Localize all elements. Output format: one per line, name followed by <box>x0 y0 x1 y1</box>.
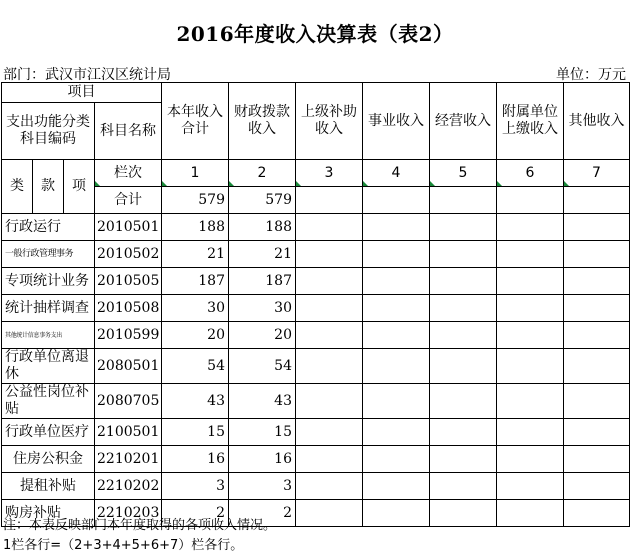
row-c2: 15 <box>229 419 296 446</box>
empty-cell <box>296 446 363 473</box>
row-c1: 54 <box>162 349 229 384</box>
page-title: 2016年度收入决算表（表2） <box>176 22 454 46</box>
empty-cell <box>497 268 564 295</box>
row-name: 住房公积金 <box>2 446 95 473</box>
row-name: 专项统计业务 <box>2 268 95 295</box>
empty-cell <box>430 419 497 446</box>
row-code: 2080501 <box>95 349 162 384</box>
empty-cell <box>564 384 630 419</box>
row-c2: 30 <box>229 295 296 322</box>
row-name: 行政单位离退休 <box>2 349 95 384</box>
row-name: 一般行政管理事务 <box>2 241 95 268</box>
row-code: 2010508 <box>95 295 162 322</box>
row-c1: 21 <box>162 241 229 268</box>
empty-cell <box>296 214 363 241</box>
empty-cell <box>296 322 363 349</box>
row-c1: 16 <box>162 446 229 473</box>
row-c1: 188 <box>162 214 229 241</box>
row-code: 2010501 <box>95 214 162 241</box>
row-c2: 43 <box>229 384 296 419</box>
cell-marker-icon <box>430 181 435 186</box>
empty-cell <box>564 446 630 473</box>
row-code: 2100501 <box>95 419 162 446</box>
col-num-1: 1 <box>162 160 229 187</box>
col-num-7: 7 <box>564 160 630 187</box>
total-c2: 579 <box>229 187 296 214</box>
empty-cell <box>296 268 363 295</box>
total-c7 <box>564 187 630 214</box>
row-c2: 21 <box>229 241 296 268</box>
empty-cell <box>430 349 497 384</box>
row-c2: 16 <box>229 446 296 473</box>
empty-cell <box>296 419 363 446</box>
empty-cell <box>497 384 564 419</box>
empty-cell <box>363 241 430 268</box>
empty-cell <box>430 500 497 527</box>
cell-marker-icon <box>162 181 167 186</box>
header-func-code: 支出功能分类科目编码 <box>2 103 95 160</box>
empty-cell <box>564 322 630 349</box>
row-code: 2210203 <box>95 500 162 527</box>
row-code: 2010599 <box>95 322 162 349</box>
header-col-5: 经营收入 <box>430 83 497 160</box>
empty-cell <box>296 500 363 527</box>
empty-cell <box>564 349 630 384</box>
col-num-5: 5 <box>430 160 497 187</box>
total-label: 合计 <box>95 187 162 214</box>
empty-cell <box>564 268 630 295</box>
empty-cell <box>363 419 430 446</box>
empty-cell <box>497 214 564 241</box>
total-c3 <box>296 187 363 214</box>
header-col-7: 其他收入 <box>564 83 630 160</box>
empty-cell <box>430 268 497 295</box>
row-c1: 43 <box>162 384 229 419</box>
empty-cell <box>564 419 630 446</box>
empty-cell <box>430 295 497 322</box>
row-code: 2210202 <box>95 473 162 500</box>
header-project: 项目 <box>2 83 162 103</box>
cell-marker-icon <box>363 181 368 186</box>
total-c6 <box>497 187 564 214</box>
cell-marker-icon <box>497 181 502 186</box>
row-name: 购房补贴 <box>2 500 95 527</box>
row-name: 其他统计信息事务支出 <box>2 322 95 349</box>
cell-marker-icon <box>229 181 234 186</box>
total-c1: 579 <box>162 187 229 214</box>
col-num-2: 2 <box>229 160 296 187</box>
empty-cell <box>296 295 363 322</box>
empty-cell <box>363 214 430 241</box>
empty-cell <box>363 384 430 419</box>
empty-cell <box>497 241 564 268</box>
row-code: 2210201 <box>95 446 162 473</box>
empty-cell <box>296 473 363 500</box>
row-name: 统计抽样调查 <box>2 295 95 322</box>
empty-cell <box>497 419 564 446</box>
empty-cell <box>497 295 564 322</box>
row-c1: 30 <box>162 295 229 322</box>
col-num-6: 6 <box>497 160 564 187</box>
footnote-2: 1栏各行=（2+3+4+5+6+7）栏各行。 <box>3 538 244 553</box>
empty-cell <box>497 500 564 527</box>
empty-cell <box>497 322 564 349</box>
row-c2: 54 <box>229 349 296 384</box>
empty-cell <box>430 214 497 241</box>
empty-cell <box>564 214 630 241</box>
empty-cell <box>363 446 430 473</box>
empty-cell <box>497 473 564 500</box>
empty-cell <box>296 384 363 419</box>
row-code: 2010505 <box>95 268 162 295</box>
row-name: 行政单位医疗 <box>2 419 95 446</box>
row-c1: 3 <box>162 473 229 500</box>
empty-cell <box>363 500 430 527</box>
row-c1: 2 <box>162 500 229 527</box>
row-c2: 2 <box>229 500 296 527</box>
cell-marker-icon <box>564 181 569 186</box>
empty-cell <box>363 473 430 500</box>
department-label: 部门：武汉市江汉区统计局 <box>3 67 171 83</box>
empty-cell <box>564 473 630 500</box>
header-kuan: 款 <box>33 160 64 214</box>
empty-cell <box>363 295 430 322</box>
row-code: 2010502 <box>95 241 162 268</box>
empty-cell <box>497 446 564 473</box>
row-name: 公益性岗位补贴 <box>2 384 95 419</box>
row-c1: 15 <box>162 419 229 446</box>
empty-cell <box>564 241 630 268</box>
empty-cell <box>430 241 497 268</box>
row-c1: 20 <box>162 322 229 349</box>
footnote-1: 注：本表反映部门本年度取得的各项收入情况。 <box>3 518 277 533</box>
row-c1: 187 <box>162 268 229 295</box>
row-c2: 187 <box>229 268 296 295</box>
empty-cell <box>564 295 630 322</box>
total-c5 <box>430 187 497 214</box>
row-c2: 20 <box>229 322 296 349</box>
cell-marker-icon <box>296 181 301 186</box>
row-c2: 188 <box>229 214 296 241</box>
header-col-4: 事业收入 <box>363 83 430 160</box>
empty-cell <box>363 349 430 384</box>
empty-cell <box>497 349 564 384</box>
row-code: 2080705 <box>95 384 162 419</box>
empty-cell <box>430 322 497 349</box>
cell-marker-icon <box>95 181 100 186</box>
col-num-4: 4 <box>363 160 430 187</box>
empty-cell <box>564 500 630 527</box>
empty-cell <box>363 322 430 349</box>
empty-cell <box>296 349 363 384</box>
unit-label: 单位：万元 <box>556 67 626 83</box>
empty-cell <box>296 241 363 268</box>
header-col-6: 附属单位上缴收入 <box>497 83 564 160</box>
header-lei: 类 <box>2 160 33 214</box>
row-name: 提租补贴 <box>2 473 95 500</box>
empty-cell <box>430 446 497 473</box>
header-lanci: 栏次 <box>95 160 162 187</box>
row-c2: 3 <box>229 473 296 500</box>
empty-cell <box>363 268 430 295</box>
header-col-2: 财政拨款收入 <box>229 83 296 160</box>
header-col-3: 上级补助收入 <box>296 83 363 160</box>
col-num-3: 3 <box>296 160 363 187</box>
header-subject-name: 科目名称 <box>95 103 162 160</box>
revenue-table <box>1 82 630 527</box>
empty-cell <box>430 384 497 419</box>
header-xiang: 项 <box>64 160 95 214</box>
empty-cell <box>430 473 497 500</box>
total-c4 <box>363 187 430 214</box>
header-col-1: 本年收入合计 <box>162 83 229 160</box>
row-name: 行政运行 <box>2 214 95 241</box>
